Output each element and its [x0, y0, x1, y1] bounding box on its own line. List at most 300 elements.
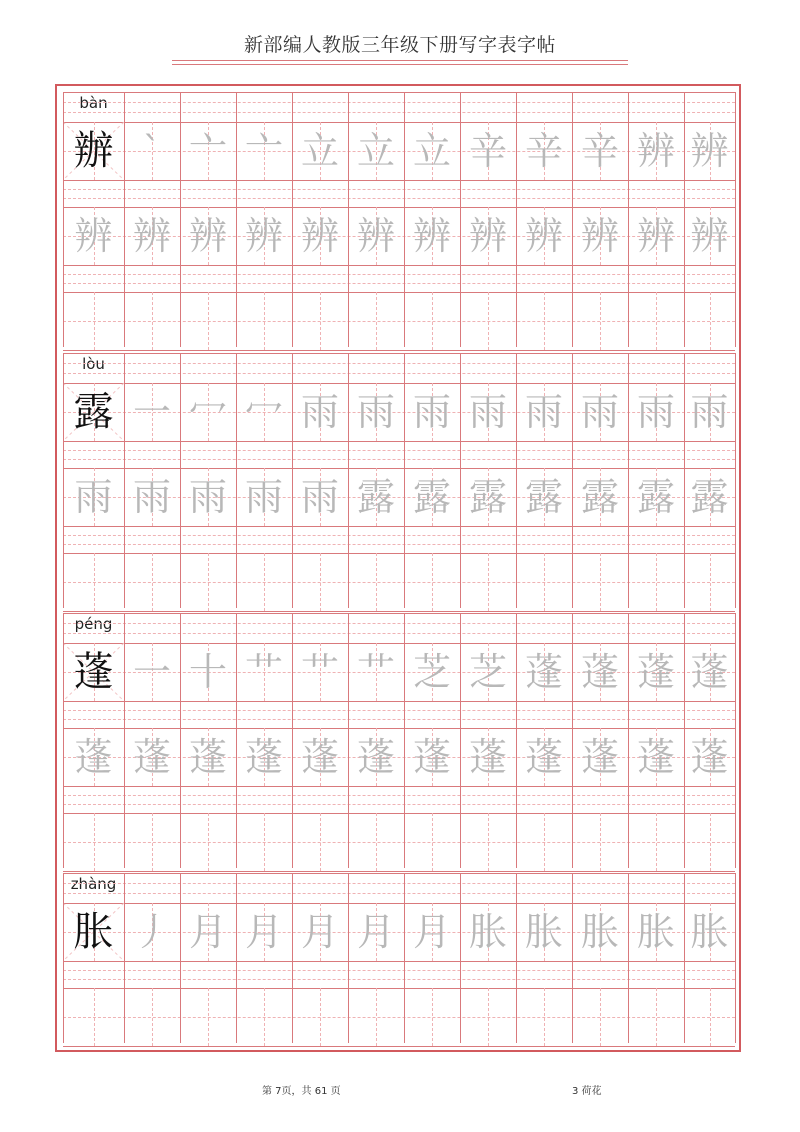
trace-character: 胀: [636, 910, 675, 954]
trace-character: 蓬: [188, 735, 227, 779]
trace-character: 蓬: [580, 650, 619, 694]
practice-cell[interactable]: [628, 122, 684, 180]
row-border: [63, 786, 735, 787]
trace-character: 雨: [132, 475, 171, 519]
trace-character: 雨: [356, 390, 395, 434]
trace-character: 月: [188, 910, 227, 954]
practice-cell[interactable]: [684, 207, 735, 265]
practice-cell[interactable]: [236, 903, 292, 961]
model-character: 辦: [73, 128, 114, 174]
practice-cell[interactable]: [572, 813, 628, 871]
practice-cell[interactable]: [292, 122, 348, 180]
cell-midline: [432, 292, 433, 350]
trace-character: 蓬: [580, 735, 619, 779]
column-line: [63, 613, 64, 868]
practice-cell[interactable]: [404, 643, 460, 701]
pinyin-guide-line: [63, 873, 735, 874]
cell-midline: [94, 553, 95, 611]
practice-cell[interactable]: [516, 903, 572, 961]
practice-cell[interactable]: [63, 468, 124, 526]
cell-midline: [152, 813, 153, 871]
practice-cell[interactable]: [516, 383, 572, 441]
cell-midline: [208, 813, 209, 871]
pinyin-guide-line: [63, 363, 735, 364]
practice-cell[interactable]: [516, 122, 572, 180]
practice-cell[interactable]: [516, 643, 572, 701]
row-gap-line: [63, 710, 735, 711]
practice-cell[interactable]: [404, 903, 460, 961]
column-line: [63, 353, 64, 608]
practice-cell[interactable]: [292, 903, 348, 961]
column-line: [735, 613, 736, 868]
pinyin-guide-line: [63, 893, 735, 894]
row-gap-line: [63, 719, 735, 720]
practice-cell[interactable]: [684, 292, 735, 350]
column-line: [63, 92, 64, 347]
pinyin-label: zhàng: [70, 875, 117, 893]
row-border: [63, 871, 735, 872]
practice-cell[interactable]: [628, 903, 684, 961]
practice-cell[interactable]: [404, 468, 460, 526]
practice-cell[interactable]: [236, 383, 292, 441]
practice-cell[interactable]: [124, 903, 180, 961]
cell-midline: [710, 988, 711, 1046]
practice-cell[interactable]: [124, 988, 180, 1046]
cell-midline: [94, 292, 95, 350]
pinyin-strip: [63, 92, 735, 122]
practice-cell[interactable]: [628, 292, 684, 350]
cell-midline: [600, 988, 601, 1046]
practice-cell[interactable]: [684, 468, 735, 526]
practice-cell[interactable]: [63, 292, 124, 350]
practice-cell[interactable]: [292, 468, 348, 526]
practice-cell[interactable]: [684, 903, 735, 961]
column-line: [124, 613, 125, 868]
practice-cell[interactable]: [572, 207, 628, 265]
practice-cell[interactable]: [628, 207, 684, 265]
trace-character: 蓬: [356, 735, 395, 779]
practice-cell[interactable]: [348, 553, 404, 611]
trace-character: 露: [356, 475, 395, 519]
trace-character: 蓬: [524, 650, 563, 694]
row-border: [63, 701, 735, 702]
trace-character: 雨: [690, 390, 729, 434]
practice-cell[interactable]: [124, 728, 180, 786]
practice-cell[interactable]: [236, 207, 292, 265]
practice-cell[interactable]: [63, 207, 124, 265]
cell-midline: [264, 813, 265, 871]
cell-midline: [656, 813, 657, 871]
trace-character: 辨: [356, 214, 395, 258]
practice-cell[interactable]: [460, 903, 516, 961]
practice-cell[interactable]: [180, 643, 236, 701]
practice-cell[interactable]: [404, 988, 460, 1046]
practice-cell[interactable]: [180, 903, 236, 961]
row-gap-line: [63, 795, 735, 796]
column-line: [516, 873, 517, 1043]
practice-cell[interactable]: [572, 292, 628, 350]
practice-cell[interactable]: [124, 292, 180, 350]
practice-cell[interactable]: [572, 468, 628, 526]
column-line: [628, 92, 629, 347]
cell-midline: [656, 988, 657, 1046]
practice-cell[interactable]: [124, 122, 180, 180]
practice-cell[interactable]: [572, 553, 628, 611]
practice-cell[interactable]: [404, 207, 460, 265]
practice-cell[interactable]: [63, 383, 124, 441]
row-border: [63, 961, 735, 962]
trace-character: 胀: [468, 910, 507, 954]
cell-midline: [488, 813, 489, 871]
practice-cell[interactable]: [292, 813, 348, 871]
trace-character: 芝: [412, 650, 451, 694]
character-block: [63, 873, 735, 1043]
trace-character: 月: [244, 910, 283, 954]
practice-cell[interactable]: [124, 383, 180, 441]
practice-cell[interactable]: [684, 813, 735, 871]
practice-cell[interactable]: [516, 468, 572, 526]
column-line: [348, 353, 349, 608]
trace-character: 蓬: [300, 735, 339, 779]
column-line: [292, 613, 293, 868]
practice-cell[interactable]: [460, 728, 516, 786]
practice-cell[interactable]: [124, 813, 180, 871]
practice-cell[interactable]: [404, 728, 460, 786]
cell-midline: [544, 813, 545, 871]
cell-midline: [320, 553, 321, 611]
column-line: [63, 873, 64, 1043]
practice-cell[interactable]: [348, 903, 404, 961]
practice-cell[interactable]: [63, 122, 124, 180]
cell-midline: [152, 553, 153, 611]
practice-cell[interactable]: [628, 813, 684, 871]
practice-cell[interactable]: [292, 553, 348, 611]
practice-cell[interactable]: [460, 122, 516, 180]
practice-cell[interactable]: [124, 207, 180, 265]
practice-cell[interactable]: [348, 813, 404, 871]
practice-cell[interactable]: [684, 122, 735, 180]
pinyin-strip: [63, 353, 735, 383]
trace-character: 辛: [524, 129, 563, 173]
practice-cell[interactable]: [180, 207, 236, 265]
row-gap-line: [63, 274, 735, 275]
row-gap-line: [63, 804, 735, 805]
trace-character: 辨: [244, 214, 283, 258]
practice-cell[interactable]: [404, 292, 460, 350]
cell-midline: [710, 813, 711, 871]
column-line: [460, 873, 461, 1043]
character-block: [63, 353, 735, 608]
practice-cell[interactable]: [628, 643, 684, 701]
practice-cell[interactable]: [628, 728, 684, 786]
practice-cell[interactable]: [348, 292, 404, 350]
trace-character: 芝: [468, 650, 507, 694]
row-gap-line: [63, 189, 735, 190]
cell-midline: [600, 553, 601, 611]
practice-cell[interactable]: [180, 383, 236, 441]
practice-cell[interactable]: [404, 553, 460, 611]
column-line: [292, 353, 293, 608]
cell-midline: [320, 292, 321, 350]
cell-midline: [208, 988, 209, 1046]
practice-cell[interactable]: [236, 553, 292, 611]
trace-character: 露: [412, 475, 451, 519]
practice-cell[interactable]: [292, 988, 348, 1046]
practice-cell[interactable]: [180, 292, 236, 350]
pinyin-strip: [63, 613, 735, 643]
trace-character: 蓬: [690, 650, 729, 694]
practice-cell[interactable]: [460, 813, 516, 871]
cell-midline: [264, 553, 265, 611]
trace-character: 露: [524, 475, 563, 519]
practice-cell[interactable]: [180, 728, 236, 786]
practice-cell[interactable]: [348, 207, 404, 265]
column-line: [180, 92, 181, 347]
practice-cell[interactable]: [684, 988, 735, 1046]
practice-cell[interactable]: [236, 292, 292, 350]
trace-character: 露: [468, 475, 507, 519]
character-block: [63, 613, 735, 868]
practice-cell[interactable]: [516, 292, 572, 350]
trace-character: 雨: [188, 475, 227, 519]
trace-character: 丿: [132, 910, 171, 954]
row-gap-line: [63, 544, 735, 545]
trace-character: 雨: [524, 390, 563, 434]
practice-cell[interactable]: [460, 383, 516, 441]
practice-cell[interactable]: [236, 813, 292, 871]
column-line: [460, 353, 461, 608]
column-line: [516, 353, 517, 608]
practice-cell[interactable]: [348, 728, 404, 786]
cell-midline: [94, 813, 95, 871]
trace-character: 胀: [580, 910, 619, 954]
practice-cell[interactable]: [124, 468, 180, 526]
trace-character: 蓬: [74, 735, 113, 779]
practice-cell[interactable]: [460, 207, 516, 265]
practice-cell[interactable]: [404, 122, 460, 180]
row-gap-line: [63, 459, 735, 460]
practice-cell[interactable]: [516, 728, 572, 786]
trace-character: 一: [132, 390, 171, 434]
column-line: [572, 92, 573, 347]
pinyin-guide-line: [63, 633, 735, 634]
column-line: [516, 613, 517, 868]
practice-cell[interactable]: [516, 553, 572, 611]
practice-cell[interactable]: [404, 813, 460, 871]
cell-midline: [656, 292, 657, 350]
column-line: [735, 873, 736, 1043]
column-line: [684, 873, 685, 1043]
cell-midline: [320, 813, 321, 871]
row-gap-line: [63, 283, 735, 284]
cell-midline: [710, 553, 711, 611]
pinyin-label: lòu: [82, 355, 105, 373]
practice-cell[interactable]: [460, 468, 516, 526]
practice-cell[interactable]: [628, 553, 684, 611]
trace-character: 亠: [188, 129, 227, 173]
pinyin-guide-line: [63, 883, 735, 884]
practice-cell[interactable]: [292, 728, 348, 786]
column-line: [180, 613, 181, 868]
row-border: [63, 180, 735, 181]
trace-character: 雨: [300, 390, 339, 434]
column-line: [180, 353, 181, 608]
practice-cell[interactable]: [292, 207, 348, 265]
practice-cell[interactable]: [63, 728, 124, 786]
column-line: [628, 613, 629, 868]
column-line: [460, 92, 461, 347]
practice-cell[interactable]: [628, 383, 684, 441]
trace-character: 冖: [244, 390, 283, 434]
cell-midline: [152, 988, 153, 1046]
practice-cell[interactable]: [516, 207, 572, 265]
practice-cell[interactable]: [292, 383, 348, 441]
cell-midline: [376, 553, 377, 611]
practice-cell[interactable]: [348, 643, 404, 701]
practice-cell[interactable]: [63, 988, 124, 1046]
column-line: [460, 613, 461, 868]
practice-cell[interactable]: [63, 553, 124, 611]
practice-cell[interactable]: [292, 643, 348, 701]
practice-cell[interactable]: [236, 988, 292, 1046]
trace-character: 一: [132, 650, 171, 694]
practice-cell[interactable]: [236, 643, 292, 701]
trace-character: 胀: [524, 910, 563, 954]
cell-midline: [208, 292, 209, 350]
practice-cell[interactable]: [292, 292, 348, 350]
cell-midline: [488, 292, 489, 350]
practice-cell[interactable]: [460, 988, 516, 1046]
practice-grid: [55, 84, 741, 1052]
row-gap-line: [63, 979, 735, 980]
trace-character: 蓬: [244, 735, 283, 779]
practice-cell[interactable]: [572, 728, 628, 786]
practice-cell[interactable]: [684, 728, 735, 786]
column-line: [404, 92, 405, 347]
practice-cell[interactable]: [460, 292, 516, 350]
trace-character: 雨: [468, 390, 507, 434]
practice-cell[interactable]: [124, 643, 180, 701]
trace-character: 胀: [690, 910, 729, 954]
pinyin-strip: [63, 873, 735, 903]
trace-character: 辨: [300, 214, 339, 258]
practice-cell[interactable]: [348, 122, 404, 180]
practice-cell[interactable]: [236, 122, 292, 180]
trace-character: 月: [412, 910, 451, 954]
cell-midline: [656, 553, 657, 611]
trace-character: 蓬: [636, 735, 675, 779]
practice-cell[interactable]: [236, 468, 292, 526]
practice-cell[interactable]: [124, 553, 180, 611]
trace-character: 辨: [132, 214, 171, 258]
trace-character: 辛: [580, 129, 619, 173]
practice-cell[interactable]: [180, 988, 236, 1046]
practice-cell[interactable]: [460, 553, 516, 611]
practice-cell[interactable]: [180, 122, 236, 180]
pinyin-guide-line: [63, 373, 735, 374]
column-line: [516, 92, 517, 347]
practice-cell[interactable]: [63, 903, 124, 961]
practice-cell[interactable]: [348, 468, 404, 526]
trace-character: 辨: [636, 214, 675, 258]
cell-midline: [264, 988, 265, 1046]
practice-cell[interactable]: [404, 383, 460, 441]
practice-cell[interactable]: [628, 468, 684, 526]
practice-cell[interactable]: [460, 643, 516, 701]
title-underline: [172, 60, 628, 61]
model-character: 蓬: [73, 649, 114, 695]
column-line: [572, 353, 573, 608]
column-line: [236, 353, 237, 608]
trace-character: 辨: [468, 214, 507, 258]
column-line: [404, 613, 405, 868]
practice-cell[interactable]: [572, 122, 628, 180]
practice-cell[interactable]: [63, 643, 124, 701]
cell-midline: [710, 292, 711, 350]
column-line: [236, 92, 237, 347]
model-character: 胀: [73, 909, 114, 955]
practice-cell[interactable]: [180, 468, 236, 526]
practice-cell[interactable]: [684, 553, 735, 611]
practice-cell[interactable]: [572, 643, 628, 701]
pinyin-guide-line: [63, 623, 735, 624]
cell-midline: [544, 553, 545, 611]
practice-cell[interactable]: [236, 728, 292, 786]
practice-cell[interactable]: [180, 553, 236, 611]
trace-character: 露: [690, 475, 729, 519]
pinyin-guide-line: [63, 353, 735, 354]
cell-midline: [432, 988, 433, 1046]
cell-midline: [600, 813, 601, 871]
practice-cell[interactable]: [180, 813, 236, 871]
cell-midline: [488, 553, 489, 611]
trace-character: 辨: [74, 214, 113, 258]
trace-character: 蓬: [412, 735, 451, 779]
cell-midline: [432, 553, 433, 611]
title-underline: [172, 64, 628, 65]
trace-character: 雨: [74, 475, 113, 519]
trace-character: 辨: [690, 214, 729, 258]
practice-cell[interactable]: [348, 988, 404, 1046]
column-line: [684, 613, 685, 868]
row-border: [63, 1046, 735, 1047]
column-line: [348, 873, 349, 1043]
column-line: [124, 92, 125, 347]
column-line: [628, 353, 629, 608]
trace-character: 蓬: [690, 735, 729, 779]
practice-cell[interactable]: [572, 903, 628, 961]
practice-cell[interactable]: [628, 988, 684, 1046]
practice-cell[interactable]: [572, 988, 628, 1046]
trace-character: 辨: [524, 214, 563, 258]
practice-cell[interactable]: [684, 643, 735, 701]
cell-midline: [152, 292, 153, 350]
practice-cell[interactable]: [572, 383, 628, 441]
column-line: [180, 873, 181, 1043]
row-border: [63, 611, 735, 612]
practice-cell[interactable]: [516, 813, 572, 871]
practice-cell[interactable]: [348, 383, 404, 441]
row-gap-line: [63, 198, 735, 199]
column-line: [124, 873, 125, 1043]
lesson-label: 3 荷花: [572, 1086, 602, 1097]
practice-cell[interactable]: [516, 988, 572, 1046]
trace-character: 艹: [356, 650, 395, 694]
trace-character: 辨: [636, 129, 675, 173]
practice-cell[interactable]: [684, 383, 735, 441]
practice-cell[interactable]: [63, 813, 124, 871]
trace-character: 蓬: [636, 650, 675, 694]
